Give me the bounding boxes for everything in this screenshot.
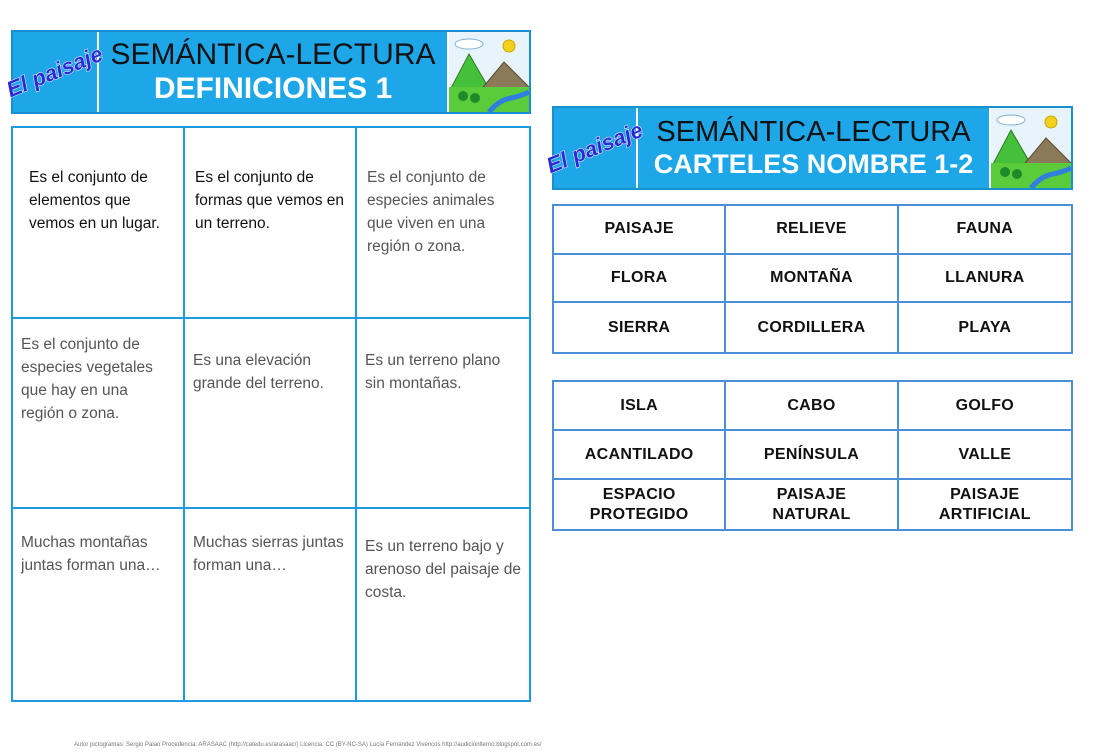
definition-cell: Es el conjunto de elementos que vemos en un lugar. — [13, 128, 185, 319]
name-card: RELIEVE — [726, 206, 898, 255]
title-line2: CARTELES NOMBRE 1-2 — [653, 149, 974, 179]
name-card: SIERRA — [554, 303, 726, 352]
title-box — [638, 108, 989, 188]
name-card: ESPACIO PROTEGIDO — [554, 480, 726, 529]
definitions-grid — [11, 126, 531, 702]
definition-cell: Es una elevación grande del terreno. — [185, 319, 357, 510]
definition-cell: Es el conjunto de especies animales que viven en una región o zona. — [357, 128, 529, 319]
right-header — [543, 106, 1073, 190]
definition-cell: Es un terreno plano sin montañas. — [357, 319, 529, 510]
name-card: VALLE — [899, 431, 1071, 480]
definition-cell: Muchas montañas juntas forman una… — [13, 509, 185, 700]
title-line2: DEFINICIONES 1 — [153, 72, 393, 105]
name-card: FLORA — [554, 255, 726, 304]
name-cards-table-1 — [552, 204, 1073, 354]
name-card: CORDILLERA — [726, 303, 898, 352]
name-cards-table-2 — [552, 380, 1073, 531]
definition-cell: Es el conjunto de especies vegetales que hay en una región o zona. — [13, 319, 185, 510]
title-box — [99, 32, 447, 112]
left-header — [3, 30, 531, 114]
name-card: LLANURA — [899, 255, 1071, 304]
name-card: PENÍNSULA — [726, 431, 898, 480]
name-card: MONTAÑA — [726, 255, 898, 304]
paisaje-badge — [543, 108, 647, 188]
title-line1: SEMÁNTICA-LECTURA — [110, 38, 436, 71]
name-card: ACANTILADO — [554, 431, 726, 480]
badge-text: El paisaje — [3, 40, 107, 103]
landscape-icon — [989, 108, 1071, 188]
name-card: FAUNA — [899, 206, 1071, 255]
name-card: PAISAJE NATURAL — [726, 480, 898, 529]
credits-footer: Autor pictogramas: Sergio Palao Procedencia: ARASAAC (http://catedu.es/arasaac/) Licencia: CC (BY-NC-SA) Lucía Fernández Vivencos http://audicionlterno.blogspot.com.es/ — [74, 742, 542, 748]
definition-cell: Es un terreno bajo y arenoso del paisaje de costa. — [365, 538, 521, 602]
definition-cell: Es el conjunto de formas que vemos en un terreno. — [185, 128, 357, 319]
paisaje-badge — [3, 32, 107, 112]
name-card: ISLA — [554, 382, 726, 431]
name-card: PLAYA — [958, 318, 1012, 336]
badge-text: El paisaje — [543, 116, 647, 179]
name-card: PAISAJE — [554, 206, 726, 255]
name-card: GOLFO — [899, 382, 1071, 431]
name-card: CABO — [726, 382, 898, 431]
landscape-icon — [447, 32, 529, 112]
name-card: PAISAJE ARTIFICIAL — [938, 485, 1031, 523]
title-line1: SEMÁNTICA-LECTURA — [656, 116, 971, 148]
definition-cell: Muchas sierras juntas forman una… — [185, 509, 357, 700]
